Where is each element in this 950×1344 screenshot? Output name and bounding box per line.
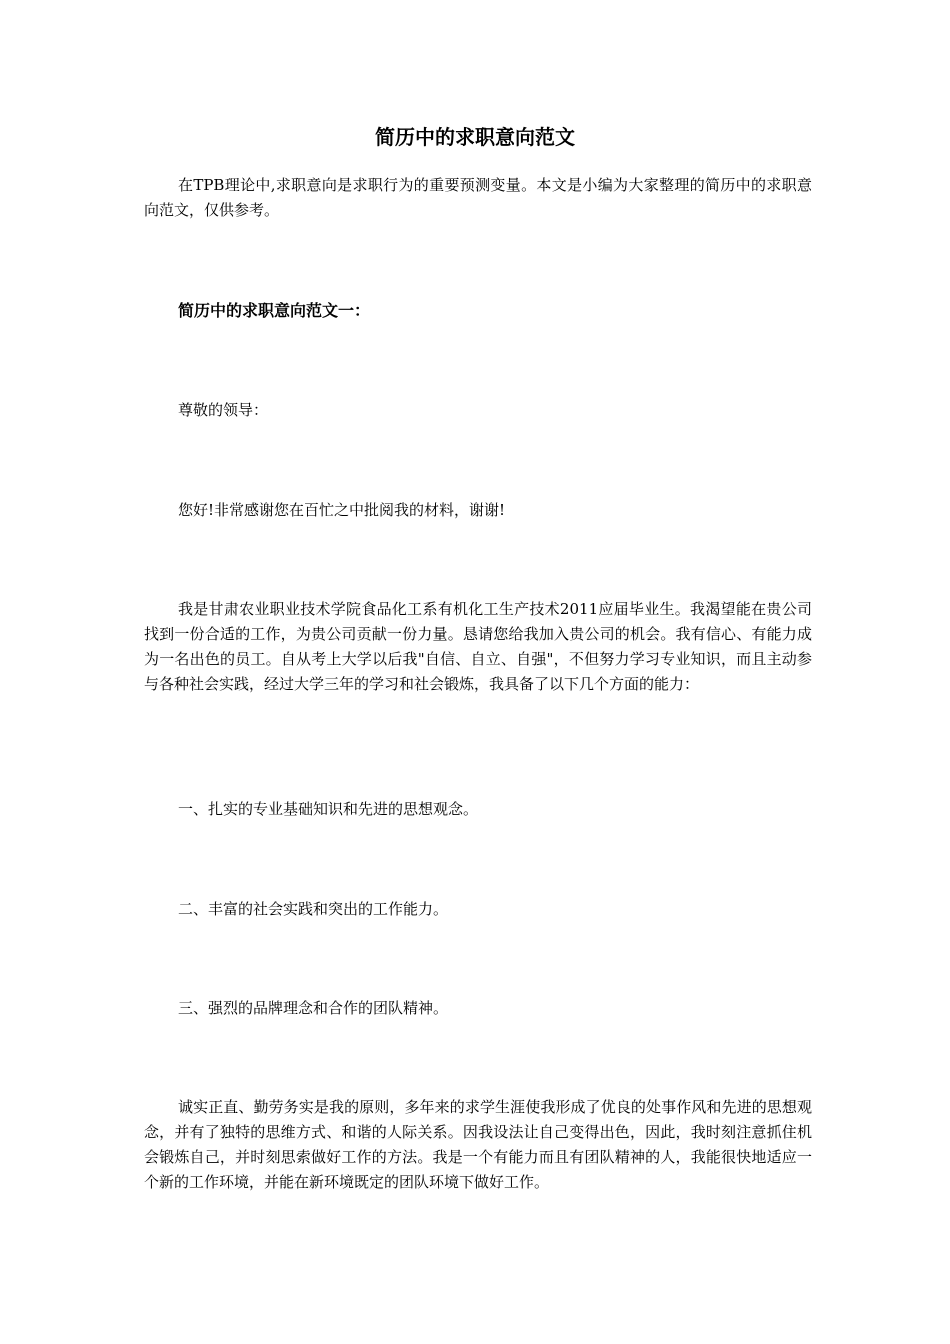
- ability-item-2: 二、丰富的社会实践和突出的工作能力。: [178, 900, 449, 918]
- salutation: 尊敬的领导：: [178, 401, 269, 419]
- document-title: 简历中的求职意向范文: [375, 125, 575, 149]
- ability-item-1: 一、扎实的专业基础知识和先进的思想观念。: [178, 800, 479, 818]
- body-paragraph-1: 我是甘肃农业职业技术学院食品化工系有机化工生产技术2011应届毕业生。我渴望能在贵公司找到一份合适的工作，为贵公司贡献一份力量。恳请您给我加入贵公司的机会。我有信心、有能力成为一名出色的员工。自从考上大学以后我"自信、自立、自强"，不但努力学习专业知识，而且主动参与各种社会实践，经过大学三年的学习和社会锻炼，我具备了以下几个方面的能力：: [144, 600, 812, 693]
- ability-item-3: 三、强烈的品牌理念和合作的团队精神。: [178, 999, 449, 1017]
- body-paragraph-2: 诚实正直、勤劳务实是我的原则，多年来的求学生涯使我形成了优良的处事作风和先进的思想观念，并有了独特的思维方式、和谐的人际关系。因我设法让自己变得出色，因此，我时刻注意抓住机会锻炼自己，并时刻思索做好工作的方法。我是一个有能力而且有团队精神的人，我能很快地适应一个新的工作环境，并能在新环境既定的团队环境下做好工作。: [144, 1098, 812, 1191]
- section-heading: 简历中的求职意向范文一：: [178, 301, 371, 320]
- intro-paragraph: 在TPB理论中,求职意向是求职行为的重要预测变量。本文是小编为大家整理的简历中的求职意向范文，仅供参考。: [144, 176, 812, 219]
- greeting: 您好!非常感谢您在百忙之中批阅我的材料，谢谢!: [178, 501, 506, 519]
